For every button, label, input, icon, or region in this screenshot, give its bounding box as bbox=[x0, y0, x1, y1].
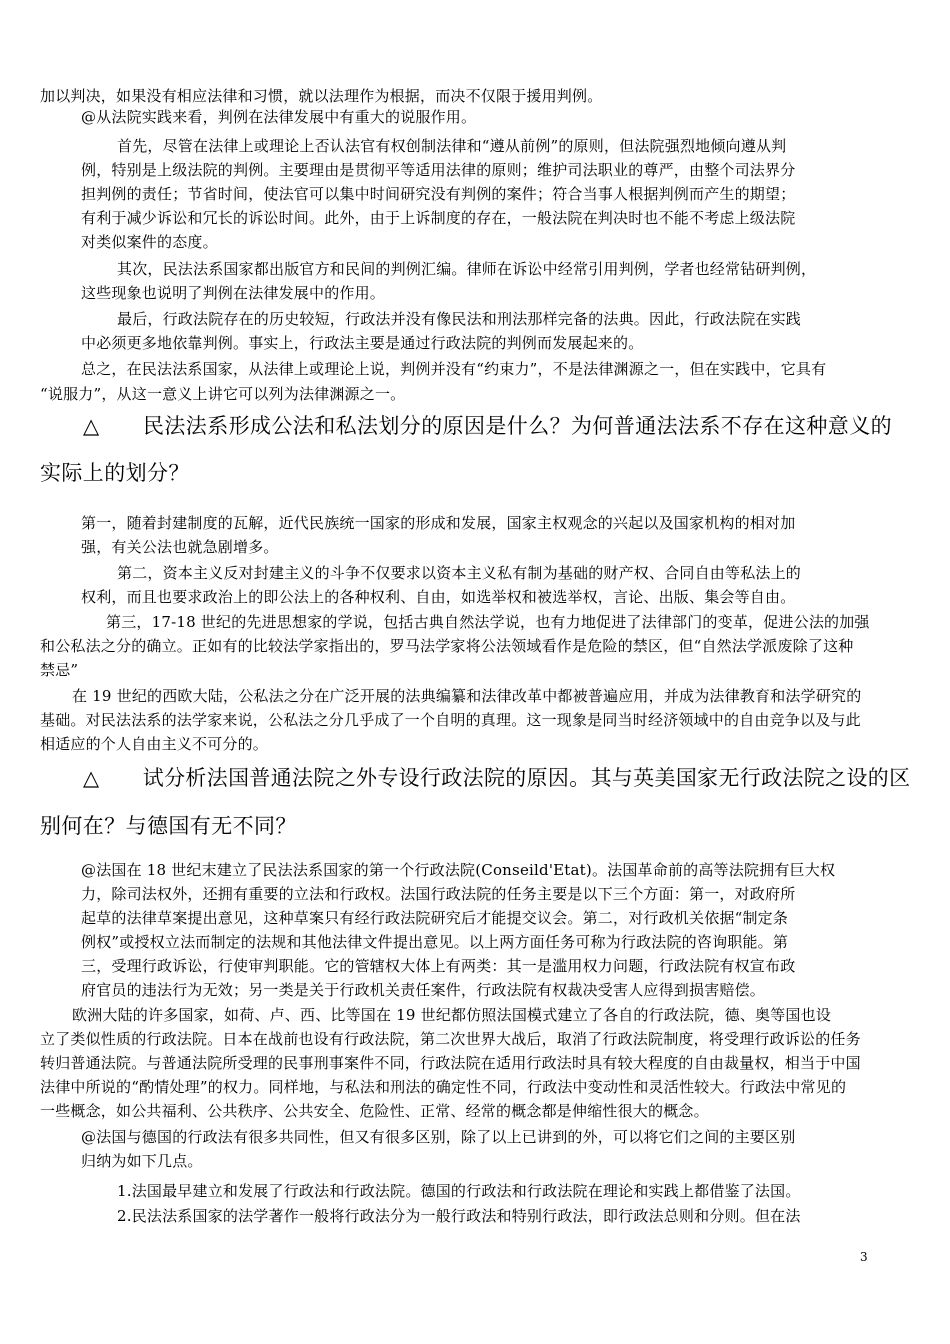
text-line bbox=[81, 359, 826, 379]
line-text: “说服力”，从这一意义上讲它可以列为法律渊源之一。 bbox=[40, 385, 406, 403]
line-text: 担判例的责任；节省时间，使法官可以集中时间研究没有判例的案件；符合当事人根据判例而产生的期望； bbox=[81, 185, 796, 203]
line-text: 在 19 世纪的西欧大陆，公私法之分在广泛开展的法典编纂和法律改革中都被普遍应用，并成为法律教育和法学研究的 bbox=[72, 687, 862, 705]
line-text: 最后，行政法院存在的历史较短，行政法并没有像民法和刑法那样完备的法典。因此，行政法院在实践 bbox=[117, 310, 802, 328]
line-text: 例，特别是上级法院的判例。主要理由是贯彻平等适用法律的原则；维护司法职业的尊严，由整个司法界分 bbox=[81, 161, 796, 179]
line-text: @法国与德国的行政法有很多共同性，但又有很多区别，除了以上已讲到的外，可以将它们之间的主要区别 bbox=[81, 1128, 796, 1146]
text-line bbox=[40, 1077, 846, 1097]
line-text: 和公私法之分的确立。正如有的比较法学家指出的，罗马法学家将公法领域看作是危险的禁区，但“自然法学派废除了这种 bbox=[40, 637, 854, 655]
line-text: 有利于减少诉讼和冗长的诉讼时间。此外，由于上诉制度的存在，一般法院在判决时也不能不考虑上级法院 bbox=[81, 209, 796, 227]
text-line bbox=[81, 932, 788, 952]
line-text: 基础。对民法法系的法学家来说，公私法之分几乎成了一个自明的真理。这一现象是同当时经济领域中的自由竞争以及与此 bbox=[40, 711, 861, 729]
text-line bbox=[81, 232, 218, 252]
line-text: 欧洲大陆的许多国家，如荷、卢、西、比等国在 19 世纪都仿照法国模式建立了各自的行政法院，德、奥等国也设 bbox=[72, 1006, 832, 1024]
line-text: 府官员的违法行为无效；另一类是关于行政机关责任案件，行政法院有权裁决受害人应得到损害赔偿。 bbox=[81, 981, 766, 999]
text-line bbox=[81, 513, 795, 533]
line-text: 别何在？与德国有无不同？ bbox=[40, 814, 297, 838]
line-text: 试分析法国普通法院之外专设行政法院的原因。其与英美国家无行政法院之设的区 bbox=[142, 766, 911, 790]
line-text: 例权”或授权立法而制定的法规和其他法律文件提出意见。以上两方面任务可称为行政法院的咨询职能。第 bbox=[81, 933, 789, 951]
triangle-marker-icon: △ bbox=[83, 766, 100, 790]
line-text: 相适应的个人自由主义不可分的。 bbox=[40, 735, 269, 753]
line-text: 中必须更多地依靠判例。事实上，行政法主要是通过行政法院的判例而发展起来的。 bbox=[81, 334, 644, 352]
line-text: 第二，资本主义反对封建主义的斗争不仅要求以资本主义私有制为基础的财产权、合同自由等私法上的 bbox=[117, 564, 802, 582]
line-text: 第三，17-18 世纪的先进思想家的学说，包括古典自然法学说，也有力地促进了法律部门的变革，促进公法的加强 bbox=[106, 613, 870, 631]
line-text: @从法院实践来看，判例在法律发展中有重大的说服作用。 bbox=[81, 108, 477, 126]
text-line bbox=[81, 860, 835, 880]
question-heading bbox=[40, 460, 190, 486]
line-text: 起草的法律草案提出意见，这种草案只有经行政法院研究后才能提交议会。第二，对行政机关依据“制定条 bbox=[81, 909, 789, 927]
question-heading bbox=[83, 765, 910, 791]
page-number: 3 bbox=[860, 1250, 868, 1264]
text-line bbox=[40, 660, 78, 680]
text-line bbox=[106, 612, 870, 632]
text-line bbox=[81, 908, 788, 928]
text-line bbox=[81, 884, 795, 904]
text-line bbox=[81, 980, 765, 1000]
text-line bbox=[40, 710, 861, 730]
text-line bbox=[40, 734, 268, 754]
text-line bbox=[72, 1005, 831, 1025]
text-line bbox=[81, 107, 476, 127]
line-text: 2.民法法系国家的法学著作一般将行政法分为一般行政法和特别行政法，即行政法总则和分则。但在法 bbox=[117, 1207, 801, 1225]
line-text: @法国在 18 世纪末建立了民法法系国家的第一个行政法院(Conseild'Etat)。法国革命前的高等法院拥有巨大权 bbox=[81, 861, 836, 879]
text-line bbox=[40, 384, 405, 404]
line-text: 权利，而且也要求政治上的即公法上的各种权利、自由，如选举权和被选举权，言论、出版、集会等自由。 bbox=[81, 588, 796, 606]
line-text: 1.法国最早建立和发展了行政法和行政法院。德国的行政法和行政法院在理论和实践上都借鉴了法国。 bbox=[117, 1182, 801, 1200]
line-text: 总之，在民法法系国家，从法律上或理论上说，判例并没有“约束力”，不是法律渊源之一，但在实践中，它具有 bbox=[81, 360, 827, 378]
text-line bbox=[40, 1101, 709, 1121]
text-line bbox=[81, 537, 279, 557]
line-text: 其次，民法法系国家都出版官方和民间的判例汇编。律师在诉讼中经常引用判例，学者也经常钻研判例， bbox=[117, 260, 817, 278]
text-line bbox=[117, 309, 801, 329]
line-text: 转归普通法院。与普通法院所受理的民事刑事案件不同，行政法院在适用行政法时具有较大程度的自由裁量权，相当于中国 bbox=[40, 1054, 861, 1072]
line-text: 加以判决，如果没有相应法律和习惯，就以法理作为根据，而决不仅限于援用判例。 bbox=[40, 87, 603, 105]
text-line bbox=[117, 1206, 801, 1226]
line-text: 第一，随着封建制度的瓦解，近代民族统一国家的形成和发展，国家主权观念的兴起以及国家机构的相对加 bbox=[81, 514, 796, 532]
line-text: 力，除司法权外，还拥有重要的立法和行政权。法国行政法院的任务主要是以下三个方面：第一，对政府所 bbox=[81, 885, 796, 903]
text-line bbox=[40, 636, 853, 656]
text-line bbox=[81, 1151, 203, 1171]
text-line bbox=[81, 184, 795, 204]
question-heading bbox=[83, 413, 892, 439]
line-text: 对类似案件的态度。 bbox=[81, 233, 218, 251]
question-heading bbox=[40, 813, 297, 839]
text-line bbox=[40, 1053, 861, 1073]
line-text: 立了类似性质的行政法院。日本在战前也设有行政法院，第二次世界大战后，取消了行政法院制度，将受理行政诉讼的任务 bbox=[40, 1030, 861, 1048]
line-text: 禁忌” bbox=[40, 661, 79, 679]
text-line bbox=[117, 563, 801, 583]
text-line bbox=[81, 208, 795, 228]
text-line bbox=[40, 86, 602, 106]
line-text: 这些现象也说明了判例在法律发展中的作用。 bbox=[81, 284, 386, 302]
line-text: 实际上的划分？ bbox=[40, 461, 190, 485]
line-text: 强，有关公法也就急剧增多。 bbox=[81, 538, 279, 556]
text-line bbox=[81, 587, 795, 607]
text-line bbox=[81, 1127, 795, 1147]
triangle-marker-icon: △ bbox=[83, 414, 100, 438]
text-line bbox=[117, 259, 816, 279]
line-text: 法律中所说的“酌情处理”的权力。同样地，与私法和刑法的确定性不同，行政法中变动性和灵活性较大。行政法中常见的 bbox=[40, 1078, 847, 1096]
text-line bbox=[81, 283, 385, 303]
text-line bbox=[40, 1029, 861, 1049]
text-line bbox=[72, 686, 861, 706]
text-line bbox=[117, 1181, 801, 1201]
text-line bbox=[117, 136, 786, 156]
text-line bbox=[81, 333, 643, 353]
line-text: 归纳为如下几点。 bbox=[81, 1152, 203, 1170]
line-text: 一些概念，如公共福利、公共秩序、公共安全、危险性、正常、经常的概念都是伸缩性很大的概念。 bbox=[40, 1102, 709, 1120]
text-line bbox=[81, 160, 795, 180]
line-text: 首先，尽管在法律上或理论上否认法官有权创制法律和“遵从前例”的原则，但法院强烈地倾向遵从判 bbox=[117, 137, 787, 155]
line-text: 民法法系形成公法和私法划分的原因是什么？为何普通法法系不存在这种意义的 bbox=[143, 414, 892, 438]
line-text: 三，受理行政诉讼，行使审判职能。它的管辖权大体上有两类：其一是滥用权力问题，行政法院有权宣布政 bbox=[81, 957, 796, 975]
text-line bbox=[81, 956, 795, 976]
